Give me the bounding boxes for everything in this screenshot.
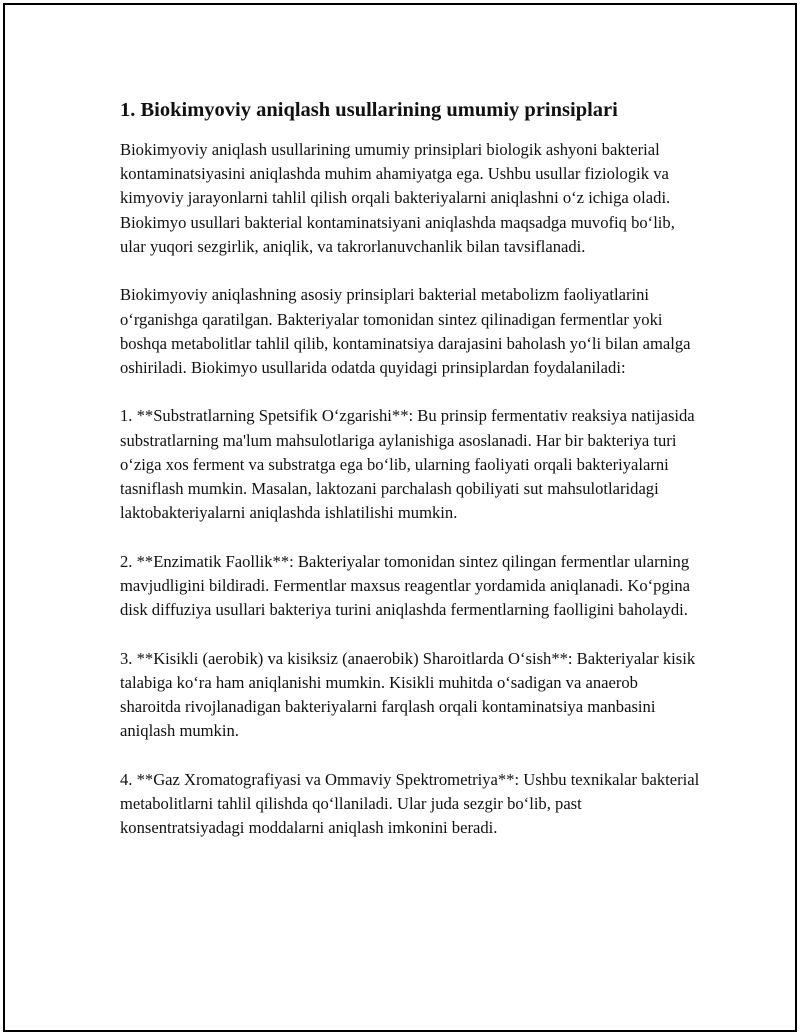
list-item-chromatography: 4. **Gaz Xromatografiyasi va Ommaviy Spektrometriya**: Ushbu texnikalar bakterial metabolitlarni tahlil qilishda qo‘llaniladi. Ular juda sezgir bo‘lib, past konsentratsiyadagi moddalarni aniqlash imkonini beradi. (120, 769, 700, 838)
intro-paragraph: Biokimyoviy aniqlash usullarining umumiy prinsiplari biologik ashyoni bakterial kontaminatsiyasini aniqlashda muhim ahamiyatga ega. Ushbu usullar fiziologik va kimyoviy jarayonlarni tahlil qilish orqali bakteriyalarni aniqlashni o‘z ichiga oladi. Biokimyo usullari bakterial kontaminatsiyani aniqlashda maqsadga muvofiq bo‘lib, ular yuqori sezgirlik, aniqlik, va takrorlanuvchanlik bilan tavsiflanadi. (120, 140, 675, 256)
principles-paragraph: Biokimyoviy aniqlashning asosiy prinsiplari bakterial metabolizm faoliyatlarini o‘rganishga qaratilgan. Bakteriyalar tomonidan sintez qilinadigan fermentlar yoki boshqa metabolitlar tahlil qilib, kontaminatsiya darajasini baholash yo‘li bilan amalga oshiriladi. Biokimyo usullarida odatda quyidagi prinsiplardan foydalaniladi: (120, 285, 691, 377)
list-item-growth-conditions: 3. **Kisikli (aerobik) va kisiksiz (anaerobik) Sharoitlarda O‘sish**: Bakteriyalar kisik talabiga ko‘ra ham aniqlanishi mumkin. Kisikli muhitda o‘sadigan va anaerob sharoitda rivojlanadigan bakteriyalarni farqlash orqali kontaminatsiya manbasini aniqlash mumkin. (120, 648, 696, 741)
document-body (120, 96, 700, 865)
list-item-substrate: 1. **Substratlarning Spetsifik O‘zgarishi**: Bu prinsip fermentativ reaksiya natijasida substratlarning ma'lum mahsulotlariga aylanishiga asoslanadi. Har bir bakteriya turi o‘ziga xos ferment va substratga ega bo‘lib, ularning faoliyati orqali bakteriyalarni tasniflash mumkin. Masalan, laktozani parchalash qobiliyati sut mahsulotlaridagi laktobakteriyalarni aniqlashda ishlatilishi mumkin. (120, 406, 695, 523)
section-heading: 1. Biokimyoviy aniqlash usullarining umumiy prinsiplari (120, 99, 618, 121)
list-item-enzymatic: 2. **Enzimatik Faollik**: Bakteriyalar tomonidan sintez qilingan fermentlar ularning mavjudligini bildiradi. Fermentlar maxsus reagentlar yordamida aniqlanadi. Ko‘pgina disk diffuziya usullari bakteriya turini aniqlashda fermentlarning faolligini baholaydi. (120, 551, 691, 620)
page-frame (3, 3, 797, 1032)
